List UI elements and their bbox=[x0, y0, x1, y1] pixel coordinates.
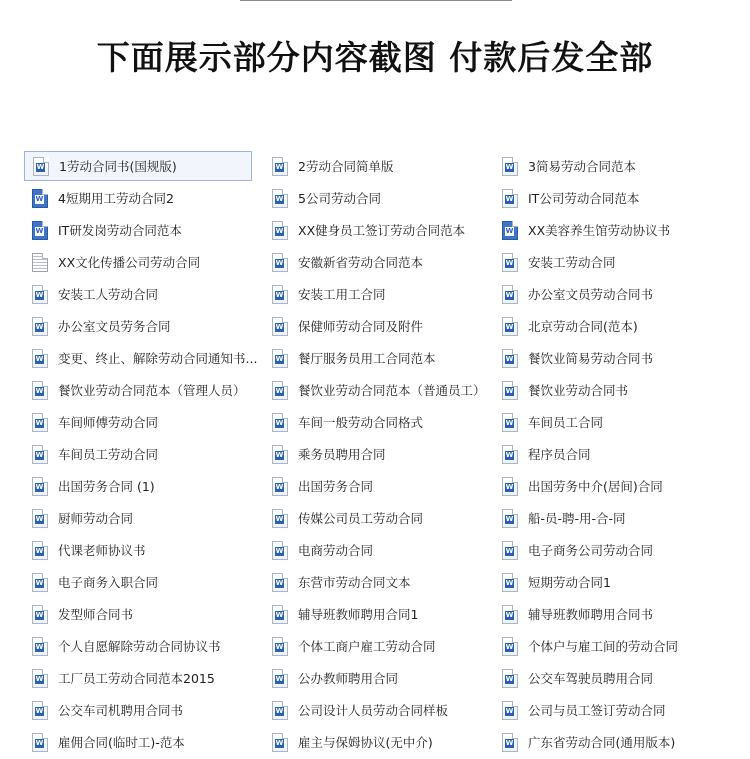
file-name: 保健师劳动合同及附件 bbox=[298, 319, 424, 334]
word-badge-icon: W bbox=[505, 674, 514, 683]
word-badge-icon: W bbox=[35, 386, 44, 395]
file-item[interactable] bbox=[24, 694, 264, 726]
word-document-icon bbox=[502, 253, 518, 272]
file-name: 公交车司机聘用合同书 bbox=[58, 703, 184, 718]
file-item[interactable] bbox=[264, 246, 494, 278]
word-badge-icon: W bbox=[35, 322, 44, 331]
word-document-icon bbox=[272, 445, 288, 464]
file-name: 厨师劳动合同 bbox=[58, 511, 134, 526]
file-item[interactable] bbox=[494, 534, 734, 566]
file-name: 安徽新省劳动合同范本 bbox=[298, 255, 424, 270]
word-badge-icon: W bbox=[35, 194, 44, 203]
word-document-icon bbox=[502, 189, 518, 208]
word-badge-icon: W bbox=[505, 706, 514, 715]
word-document-icon bbox=[272, 573, 288, 592]
text-document-icon bbox=[32, 253, 48, 272]
file-name: XX文化传播公司劳动合同 bbox=[58, 255, 201, 270]
file-item[interactable] bbox=[494, 310, 734, 342]
file-item[interactable] bbox=[24, 151, 252, 181]
word-badge-icon: W bbox=[505, 226, 514, 235]
file-item[interactable] bbox=[24, 214, 264, 246]
file-item[interactable] bbox=[494, 502, 734, 534]
word-document-icon bbox=[272, 669, 288, 688]
file-item[interactable] bbox=[24, 406, 264, 438]
word-document-icon bbox=[32, 701, 48, 720]
file-name: 车间员工合同 bbox=[528, 415, 604, 430]
file-item[interactable] bbox=[494, 662, 734, 694]
file-name: 安装工人劳动合同 bbox=[58, 287, 159, 302]
file-name: 2劳动合同简单版 bbox=[298, 159, 394, 174]
file-item[interactable] bbox=[24, 470, 264, 502]
file-item[interactable] bbox=[494, 214, 734, 246]
word-document-icon bbox=[272, 477, 288, 496]
file-item[interactable] bbox=[494, 694, 734, 726]
word-badge-icon: W bbox=[505, 194, 514, 203]
word-badge-icon: W bbox=[275, 738, 284, 747]
file-item[interactable] bbox=[494, 182, 734, 214]
word-badge-icon: W bbox=[275, 706, 284, 715]
file-item[interactable] bbox=[264, 182, 494, 214]
word-badge-icon: W bbox=[35, 290, 44, 299]
word-document-icon bbox=[32, 317, 48, 336]
word-badge-icon: W bbox=[275, 450, 284, 459]
word-badge-icon: W bbox=[505, 450, 514, 459]
file-item[interactable] bbox=[494, 246, 734, 278]
file-item[interactable] bbox=[24, 534, 264, 566]
file-name: 辅导班教师聘用合同书 bbox=[528, 607, 654, 622]
file-name: 辅导班教师聘用合同1 bbox=[298, 607, 419, 622]
word-badge-icon: W bbox=[36, 162, 45, 171]
word-badge-icon: W bbox=[275, 674, 284, 683]
file-item[interactable] bbox=[264, 470, 494, 502]
word-badge-icon: W bbox=[505, 578, 514, 587]
word-badge-icon: W bbox=[275, 386, 284, 395]
file-item[interactable] bbox=[264, 534, 494, 566]
word-document-icon bbox=[32, 413, 48, 432]
word-badge-icon: W bbox=[35, 642, 44, 651]
word-badge-icon: W bbox=[35, 610, 44, 619]
file-item[interactable] bbox=[264, 438, 494, 470]
file-name: 工厂员工劳动合同范本2015 bbox=[58, 671, 215, 686]
word-document-icon bbox=[502, 413, 518, 432]
word-badge-icon: W bbox=[275, 482, 284, 491]
word-badge-icon: W bbox=[275, 354, 284, 363]
file-item[interactable] bbox=[24, 566, 264, 598]
word-document-icon bbox=[32, 477, 48, 496]
file-item[interactable] bbox=[24, 246, 264, 278]
file-name: 广东省劳动合同(通用版本) bbox=[528, 735, 676, 750]
word-document-icon bbox=[32, 637, 48, 656]
word-document-icon bbox=[502, 669, 518, 688]
word-badge-icon: W bbox=[275, 162, 284, 171]
file-item[interactable] bbox=[264, 278, 494, 310]
word-badge-icon: W bbox=[505, 258, 514, 267]
file-item[interactable] bbox=[264, 310, 494, 342]
word-badge-icon: W bbox=[505, 354, 514, 363]
file-item[interactable] bbox=[24, 662, 264, 694]
file-name: 车间员工劳动合同 bbox=[58, 447, 159, 462]
file-name: IT研发岗劳动合同范本 bbox=[58, 223, 182, 238]
word-badge-icon: W bbox=[35, 738, 44, 747]
word-badge-icon: W bbox=[275, 418, 284, 427]
file-name: 代课老师协议书 bbox=[58, 543, 146, 558]
word-badge-icon: W bbox=[505, 642, 514, 651]
file-item[interactable] bbox=[24, 630, 264, 662]
word-badge-icon: W bbox=[505, 482, 514, 491]
file-name: 安装工用工合同 bbox=[298, 287, 386, 302]
word-badge-icon: W bbox=[505, 290, 514, 299]
file-name: 个体户与雇工间的劳动合同 bbox=[528, 639, 679, 654]
word-badge-icon: W bbox=[505, 162, 514, 171]
file-name: 出国劳务合同 bbox=[298, 479, 374, 494]
file-item[interactable] bbox=[24, 342, 264, 374]
file-name: 办公室文员劳动合同书 bbox=[528, 287, 654, 302]
file-name: 短期劳动合同1 bbox=[528, 575, 611, 590]
word-document-icon bbox=[272, 605, 288, 624]
word-badge-icon: W bbox=[505, 418, 514, 427]
word-badge-icon: W bbox=[35, 674, 44, 683]
file-item[interactable] bbox=[24, 182, 264, 214]
page-title: 下面展示部分内容截图 付款后发全部 bbox=[96, 38, 654, 77]
word-document-icon bbox=[32, 669, 48, 688]
word-badge-icon: W bbox=[35, 226, 44, 235]
word-badge-icon: W bbox=[35, 706, 44, 715]
word-document-icon bbox=[502, 285, 518, 304]
word-document-icon bbox=[502, 157, 518, 176]
file-item[interactable] bbox=[494, 630, 734, 662]
word-document-icon bbox=[502, 445, 518, 464]
file-name: 船-员-聘-用-合-同 bbox=[528, 511, 626, 526]
word-badge-icon: W bbox=[275, 322, 284, 331]
file-name: 变更、终止、解除劳动合同通知书... bbox=[58, 351, 258, 366]
word-document-icon bbox=[32, 221, 48, 240]
word-document-icon bbox=[502, 637, 518, 656]
file-item[interactable] bbox=[264, 630, 494, 662]
word-badge-icon: W bbox=[275, 514, 284, 523]
file-item[interactable] bbox=[264, 502, 494, 534]
word-document-icon bbox=[272, 413, 288, 432]
word-document-icon bbox=[32, 541, 48, 560]
file-name: 车间一般劳动合同格式 bbox=[298, 415, 424, 430]
file-item[interactable] bbox=[24, 278, 264, 310]
word-document-icon bbox=[502, 477, 518, 496]
word-document-icon bbox=[502, 317, 518, 336]
file-name: 个体工商户雇工劳动合同 bbox=[298, 639, 436, 654]
file-name: 公司设计人员劳动合同样板 bbox=[298, 703, 449, 718]
file-list bbox=[24, 150, 744, 758]
word-document-icon bbox=[32, 349, 48, 368]
word-document-icon bbox=[32, 733, 48, 752]
word-badge-icon: W bbox=[505, 610, 514, 619]
file-item[interactable] bbox=[264, 566, 494, 598]
word-document-icon bbox=[272, 381, 288, 400]
word-badge-icon: W bbox=[35, 354, 44, 363]
file-name: 北京劳动合同(范本) bbox=[528, 319, 638, 334]
file-name: 雇佣合同(临时工)-范本 bbox=[58, 735, 185, 750]
file-name: 乘务员聘用合同 bbox=[298, 447, 386, 462]
word-badge-icon: W bbox=[35, 450, 44, 459]
file-item[interactable] bbox=[494, 470, 734, 502]
word-document-icon bbox=[32, 189, 48, 208]
word-document-icon bbox=[32, 445, 48, 464]
file-name: 餐厅服务员用工合同范本 bbox=[298, 351, 436, 366]
word-document-icon bbox=[502, 381, 518, 400]
file-item[interactable] bbox=[24, 598, 264, 630]
file-item[interactable] bbox=[264, 662, 494, 694]
word-document-icon bbox=[32, 509, 48, 528]
word-document-icon bbox=[272, 701, 288, 720]
file-item[interactable] bbox=[264, 598, 494, 630]
word-badge-icon: W bbox=[35, 578, 44, 587]
word-badge-icon: W bbox=[35, 418, 44, 427]
file-item[interactable] bbox=[264, 214, 494, 246]
word-badge-icon: W bbox=[275, 258, 284, 267]
file-item[interactable] bbox=[264, 694, 494, 726]
word-badge-icon: W bbox=[505, 322, 514, 331]
file-name: XX美容养生馆劳动协议书 bbox=[528, 223, 671, 238]
word-badge-icon: W bbox=[275, 610, 284, 619]
word-document-icon bbox=[272, 637, 288, 656]
file-item[interactable] bbox=[264, 150, 494, 182]
file-name: 餐饮业简易劳动合同书 bbox=[528, 351, 654, 366]
word-document-icon bbox=[32, 573, 48, 592]
file-item[interactable] bbox=[494, 150, 734, 182]
file-name: 3简易劳动合同范本 bbox=[528, 159, 636, 174]
file-name: IT公司劳动合同范本 bbox=[528, 191, 640, 206]
file-name: 5公司劳动合同 bbox=[298, 191, 381, 206]
file-item[interactable] bbox=[264, 374, 494, 406]
word-document-icon bbox=[272, 733, 288, 752]
word-badge-icon: W bbox=[35, 482, 44, 491]
word-badge-icon: W bbox=[505, 386, 514, 395]
file-name: 个人自愿解除劳动合同协议书 bbox=[58, 639, 221, 654]
file-name: 公司与员工签订劳动合同 bbox=[528, 703, 666, 718]
file-item[interactable] bbox=[24, 438, 264, 470]
word-badge-icon: W bbox=[505, 738, 514, 747]
word-document-icon bbox=[272, 541, 288, 560]
file-name: 餐饮业劳动合同范本（管理人员） bbox=[58, 383, 246, 398]
file-item[interactable] bbox=[494, 406, 734, 438]
file-item[interactable] bbox=[24, 726, 264, 758]
file-name: 东营市劳动合同文本 bbox=[298, 575, 411, 590]
file-item[interactable] bbox=[494, 566, 734, 598]
file-name: XX健身员工签订劳动合同范本 bbox=[298, 223, 466, 238]
file-item[interactable] bbox=[264, 342, 494, 374]
word-document-icon bbox=[272, 509, 288, 528]
word-badge-icon: W bbox=[505, 546, 514, 555]
file-item[interactable] bbox=[24, 310, 264, 342]
file-name: 公交车驾驶员聘用合同 bbox=[528, 671, 654, 686]
word-badge-icon: W bbox=[505, 514, 514, 523]
file-item[interactable] bbox=[494, 598, 734, 630]
file-item[interactable] bbox=[264, 726, 494, 758]
word-document-icon bbox=[272, 189, 288, 208]
word-document-icon bbox=[502, 701, 518, 720]
word-document-icon bbox=[32, 285, 48, 304]
word-document-icon bbox=[272, 253, 288, 272]
file-item[interactable] bbox=[494, 374, 734, 406]
file-name: 4短期用工劳动合同2 bbox=[58, 191, 174, 206]
word-document-icon bbox=[502, 221, 518, 240]
word-document-icon bbox=[502, 733, 518, 752]
word-document-icon bbox=[272, 285, 288, 304]
file-item[interactable] bbox=[494, 342, 734, 374]
word-document-icon bbox=[502, 541, 518, 560]
file-name: 餐饮业劳动合同书 bbox=[528, 383, 629, 398]
file-name: 出国劳务中介(居间)合同 bbox=[528, 479, 663, 494]
file-name: 出国劳务合同 (1) bbox=[58, 479, 155, 494]
file-name: 程序员合同 bbox=[528, 447, 591, 462]
word-badge-icon: W bbox=[275, 578, 284, 587]
word-document-icon bbox=[272, 317, 288, 336]
word-document-icon bbox=[272, 157, 288, 176]
top-divider bbox=[240, 0, 512, 1]
word-badge-icon: W bbox=[35, 546, 44, 555]
word-document-icon bbox=[502, 509, 518, 528]
word-badge-icon: W bbox=[275, 194, 284, 203]
word-document-icon bbox=[502, 605, 518, 624]
word-document-icon bbox=[272, 221, 288, 240]
word-document-icon bbox=[33, 157, 49, 176]
word-document-icon bbox=[32, 605, 48, 624]
file-name: 雇主与保姆协议(无中介) bbox=[298, 735, 433, 750]
word-badge-icon: W bbox=[35, 514, 44, 523]
word-badge-icon: W bbox=[275, 226, 284, 235]
word-document-icon bbox=[502, 573, 518, 592]
file-name: 安装工劳动合同 bbox=[528, 255, 616, 270]
word-badge-icon: W bbox=[275, 290, 284, 299]
file-name: 电子商务入职合同 bbox=[58, 575, 159, 590]
word-badge-icon: W bbox=[275, 642, 284, 651]
file-item[interactable] bbox=[264, 406, 494, 438]
file-name: 公办教师聘用合同 bbox=[298, 671, 399, 686]
file-name: 餐饮业劳动合同范本（普通员工） bbox=[298, 383, 486, 398]
file-name: 办公室文员劳务合同 bbox=[58, 319, 171, 334]
word-document-icon bbox=[272, 349, 288, 368]
file-item[interactable] bbox=[494, 438, 734, 470]
file-name: 发型师合同书 bbox=[58, 607, 134, 622]
file-item[interactable] bbox=[494, 726, 734, 758]
file-name: 电商劳动合同 bbox=[298, 543, 374, 558]
word-document-icon bbox=[32, 381, 48, 400]
word-badge-icon: W bbox=[275, 546, 284, 555]
file-name: 车间师傅劳动合同 bbox=[58, 415, 159, 430]
file-name: 电子商务公司劳动合同 bbox=[528, 543, 654, 558]
file-item[interactable] bbox=[24, 374, 264, 406]
file-item[interactable] bbox=[494, 278, 734, 310]
file-name: 传媒公司员工劳动合同 bbox=[298, 511, 424, 526]
file-name: 1劳动合同书(国规版) bbox=[59, 159, 177, 174]
file-item[interactable] bbox=[24, 502, 264, 534]
word-document-icon bbox=[502, 349, 518, 368]
